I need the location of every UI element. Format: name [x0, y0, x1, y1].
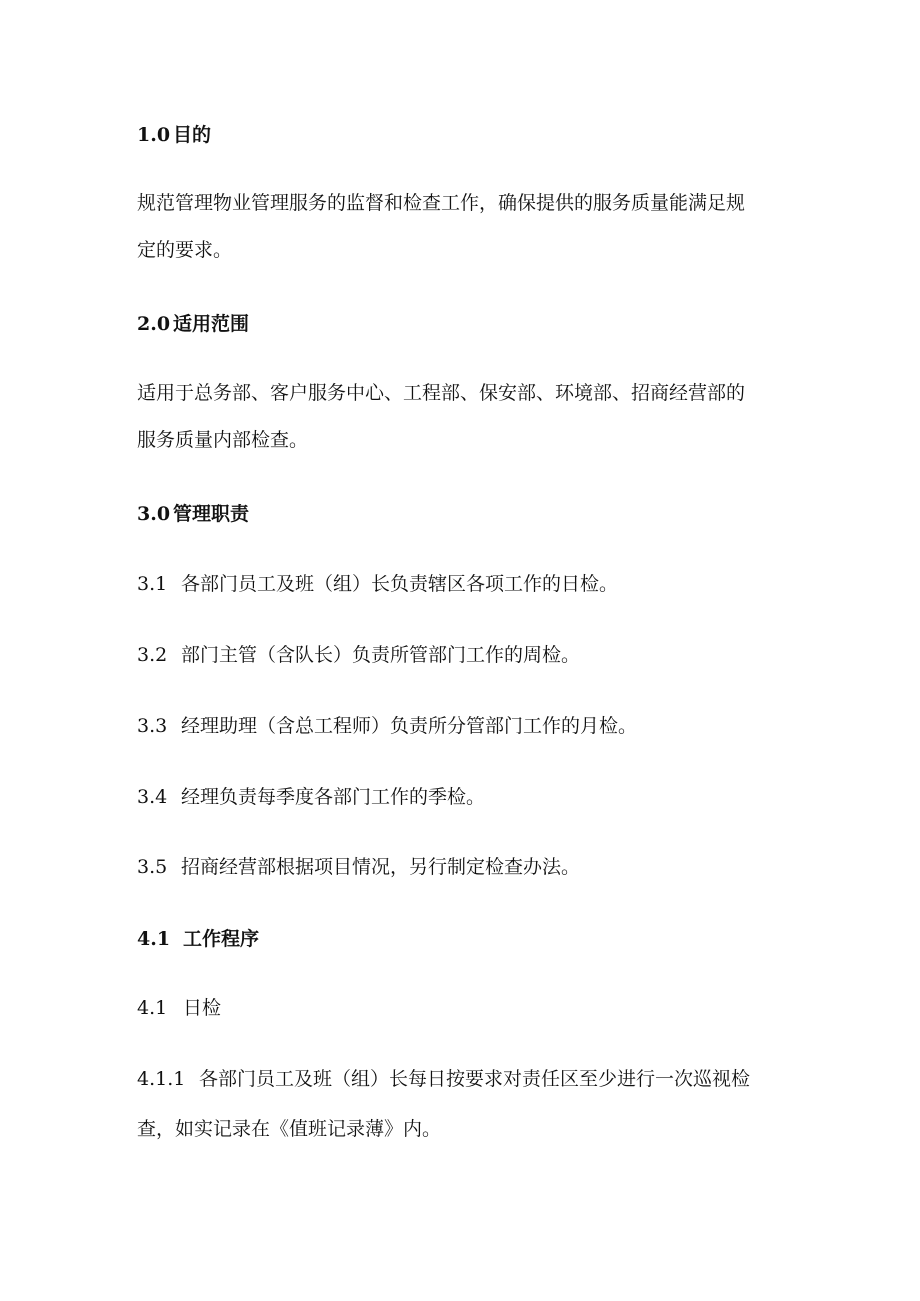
list-item-text: 经理负责每季度各部门工作的季检。 — [181, 786, 486, 808]
list-item-3-2 — [137, 643, 580, 667]
list-item-text: 各部门员工及班（组）长每日按要求对责任区至少进行一次巡视检 — [199, 1068, 751, 1090]
list-item-text: 招商经营部根据项目情况，另行制定检查办法。 — [181, 856, 581, 878]
section-1-body-line-1: 规范管理物业管理服务的监督和检查工作，确保提供的服务质量能满足规 — [137, 192, 746, 214]
section-2-number: 2.0 — [137, 313, 171, 335]
section-4-heading — [137, 927, 259, 951]
section-3-heading — [137, 502, 249, 526]
list-item-3-5 — [137, 855, 580, 879]
list-item-number: 4.1.1 — [137, 1068, 186, 1090]
list-item-number: 3.3 — [137, 715, 168, 737]
subsection-title: 日检 — [183, 997, 222, 1019]
section-2-body-line-2: 服务质量内部检查。 — [137, 429, 309, 451]
list-item-3-3 — [137, 714, 637, 738]
list-item-3-4 — [137, 785, 485, 809]
list-item-text: 各部门员工及班（组）长负责辖区各项工作的日检。 — [181, 573, 619, 595]
list-item-text: 部门主管（含队长）负责所管部门工作的周检。 — [181, 644, 581, 666]
section-3-number: 3.0 — [137, 503, 171, 525]
subsection-4-1 — [137, 996, 221, 1020]
section-3-title: 管理职责 — [173, 503, 250, 525]
section-2-heading — [137, 312, 249, 336]
list-item-number: 3.5 — [137, 856, 168, 878]
list-item-4-1-1-continuation: 查，如实记录在《值班记录薄》内。 — [137, 1118, 442, 1140]
list-item-4-1-1 — [137, 1067, 750, 1091]
section-1-body-line-2: 定的要求。 — [137, 239, 233, 261]
section-2-title: 适用范围 — [173, 313, 250, 335]
list-item-3-1 — [137, 572, 618, 596]
list-item-number: 3.4 — [137, 786, 168, 808]
list-item-number: 3.2 — [137, 644, 168, 666]
list-item-text: 经理助理（含总工程师）负责所分管部门工作的月检。 — [181, 715, 638, 737]
section-1-number: 1.0 — [137, 124, 171, 146]
list-item-number: 3.1 — [137, 573, 168, 595]
section-4-title: 工作程序 — [183, 928, 260, 950]
section-2-body-line-1: 适用于总务部、客户服务中心、工程部、保安部、环境部、招商经营部的 — [137, 382, 746, 404]
section-4-number: 4.1 — [137, 928, 171, 950]
section-1-title: 目的 — [173, 124, 212, 146]
section-1-heading — [137, 123, 211, 147]
subsection-number: 4.1 — [137, 997, 168, 1019]
